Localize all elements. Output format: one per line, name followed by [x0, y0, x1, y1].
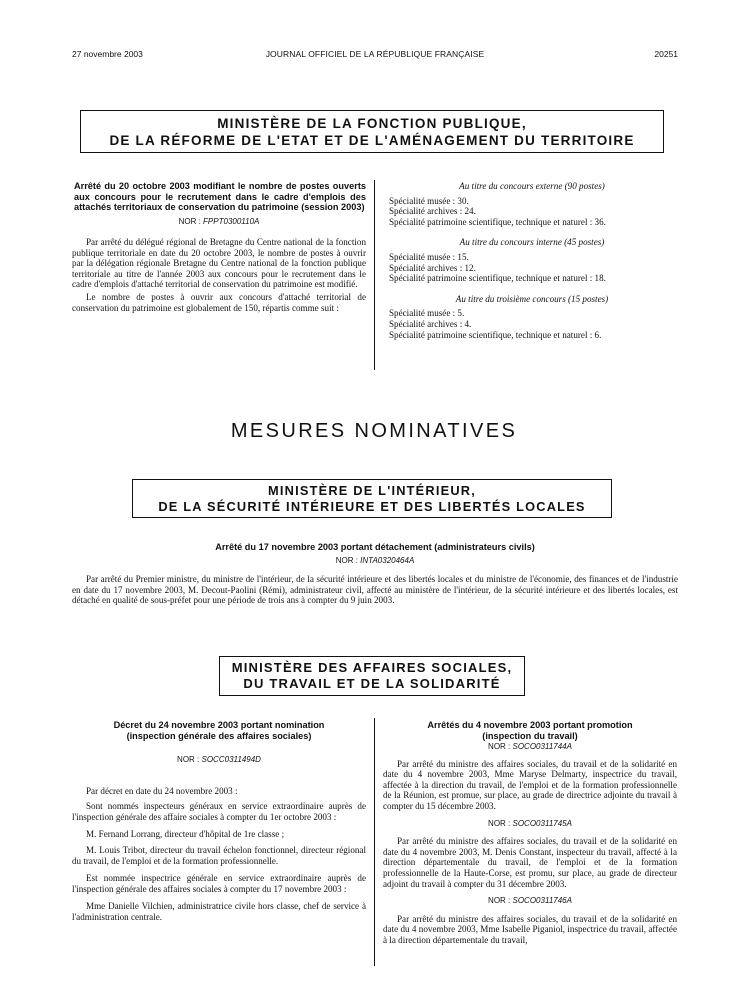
nor-label: NOR :	[488, 896, 513, 906]
ministry-box-interieur	[132, 479, 612, 518]
nor-code: SOCO0311744A	[512, 742, 572, 751]
decret-column	[72, 720, 366, 925]
ministry-line-1: MINISTÈRE DE L'INTÉRIEUR,	[268, 483, 476, 498]
concours-externe-line-3: Spécialité patrimoine scientifique, technique et naturel : 36.	[389, 216, 606, 227]
nor-code: FPPT0300110A	[203, 216, 260, 226]
mesures-nominatives-title: MESURES NOMINATIVES	[230, 420, 518, 442]
column-divider-bottom	[374, 718, 375, 966]
concours-column	[389, 181, 675, 340]
ministry-line-2: DE LA SÉCURITÉ INTÉRIEURE ET DES LIBERTÉS LOCALES	[158, 498, 586, 514]
arretes-promotion-column	[383, 720, 677, 948]
arrete-1-title: Arrêté du 20 octobre 2003 modifiant le nombre de postes ouverts aux concours pour le recrutement dans le cadre d'emplois des attachés territoriaux de conservation du patrimoine (session 2003)	[74, 181, 366, 212]
page-number: 20251	[654, 49, 678, 59]
concours-externe-line-2: Spécialité archives : 24.	[389, 206, 476, 217]
arretes-nor-1	[383, 742, 677, 753]
arretes-nor-2	[383, 819, 677, 830]
nor-label: NOR :	[178, 216, 204, 226]
concours-interne-caption: Au titre du concours interne (45 postes)	[459, 237, 605, 248]
ministry-line-1: MINISTÈRE DES AFFAIRES SOCIALES,	[231, 660, 513, 675]
troisieme-concours-caption: Au titre du troisième concours (15 postes)	[455, 293, 609, 304]
concours-externe-caption: Au titre du concours externe (90 postes)	[459, 181, 605, 191]
decret-nor	[72, 755, 366, 766]
nor-label: NOR :	[488, 818, 513, 828]
nor-code: SOCC0311494D	[201, 755, 261, 764]
ministry-line-1: MINISTÈRE DE LA FONCTION PUBLIQUE,	[217, 116, 527, 131]
nor-label: NOR :	[177, 755, 202, 764]
arretes-paragraph-1: Par arrêté du ministre des affaires sociales, du travail et de la solidarité en date du 4 novembre 2003, Mme Maryse Delmarty, inspectrice du travail, affectée à la direction du travail, de l'emploi et de la formation professionnelle de la Réunion, est promue, sur place, au grade de directrice adjointe du travail à compter du 15 décembre 2003.	[383, 758, 677, 811]
arrete-2-title: Arrêté du 17 novembre 2003 portant détachement (administrateurs civils)	[215, 542, 535, 552]
decret-paragraph-5: Est nommée inspectrice générale en service extraordinaire auprès de l'inspection générale des affaires sociales à compter du 17 novembre 2003 :	[72, 873, 366, 894]
arrete-2-block	[72, 542, 678, 608]
decret-title-line-1: Décret du 24 novembre 2003 portant nomination	[113, 720, 325, 730]
ministry-line-2: DU TRAVAIL ET DE LA SOLIDARITÉ	[243, 676, 501, 691]
arrete-1-nor	[72, 217, 366, 228]
concours-externe-line-1: Spécialité musée : 30.	[389, 195, 469, 206]
arrete-2-nor	[72, 556, 678, 567]
concours-interne-line-3: Spécialité patrimoine scientifique, technique et naturel : 18.	[389, 273, 606, 284]
troisieme-concours-line-2: Spécialité archives : 4.	[389, 318, 472, 329]
nor-code: INTA0320464A	[360, 555, 415, 565]
decret-paragraph-6: Mme Danielle Vilchien, administratrice civile hors classe, chef de service à l'administration centrale.	[72, 901, 366, 922]
arretes-paragraph-2: Par arrêté du ministre des affaires sociales, du travail et de la solidarité en date du 4 novembre 2003, M. Denis Constant, inspecteur du travail, affecté à la direction départementale du travail, de l'emploi et de la formation professionnelle de la Haute-Corse, est promu, sur place, au grade de directeur adjoint du travail à compter du 31 décembre 2003.	[383, 836, 677, 889]
ministry-box-affaires-sociales	[219, 656, 525, 696]
ministry-box-fonction-publique	[80, 110, 664, 153]
header-date: 27 novembre 2003	[72, 49, 143, 59]
arretes-paragraph-3: Par arrêté du ministre des affaires sociales, du travail et de la solidarité en date du 4 novembre 2003, Mme Isabelle Piganiol, inspectrice du travail, affectée à la direction départementale du travail,	[383, 913, 677, 945]
journal-title: JOURNAL OFFICIEL DE LA RÉPUBLIQUE FRANÇAISE	[265, 49, 485, 59]
nor-code: SOCO0311745A	[512, 818, 572, 828]
decret-paragraph-4: M. Louis Tribot, directeur du travail échelon fonctionnel, directeur régional du travail, de l'emploi et de la formation professionnelle.	[72, 844, 366, 866]
running-header	[72, 49, 678, 63]
troisieme-concours-line-3: Spécialité patrimoine scientifique, technique et naturel : 6.	[389, 329, 602, 340]
arrete-1-paragraph-1: Par arrêté du délégué régional de Bretagne du Centre national de la fonction publique territoriale en date du 20 octobre 2003, le nombre de postes à ouvrir par la délégation régionale Bretagne du Centre national de la fonction publique territoriale au titre de l'année 2003 aux concours pour le recrutement dans le cadre d'emplois d'attaché territorial de conservation du patrimoine est modifié.	[72, 237, 366, 290]
troisieme-concours-line-1: Spécialité musée : 5.	[389, 308, 465, 319]
arretes-title-line-2: (inspection du travail)	[482, 730, 578, 741]
concours-interne-line-2: Spécialité archives : 12.	[389, 262, 476, 273]
arrete-1-column	[72, 181, 366, 315]
decret-paragraph-1: Par décret en date du 24 novembre 2003 :	[86, 785, 238, 796]
concours-interne-line-1: Spécialité musée : 15.	[389, 251, 469, 262]
arrete-1-paragraph-2: Le nombre de postes à ouvrir aux concours d'attaché territorial de conservation du patrimoine est globalement de 150, répartis comme suit :	[72, 292, 366, 313]
ministry-line-2: DE LA RÉFORME DE L'ETAT ET DE L'AMÉNAGEMENT DU TERRITOIRE	[109, 133, 635, 148]
nor-label: NOR :	[488, 742, 513, 751]
arretes-title-line-1: Arrêtés du 4 novembre 2003 portant promotion	[427, 720, 633, 730]
decret-paragraph-2: Sont nommés inspecteurs généraux en service extraordinaire auprès de l'inspection générale des affaire sociales à compter du 1er octobre 2003 :	[72, 801, 366, 822]
nor-code: SOCO0311746A	[512, 896, 572, 906]
column-divider-top	[374, 180, 375, 370]
decret-paragraph-3: M. Fernand Lorrang, directeur d'hôpital de 1re classe ;	[86, 829, 285, 840]
nor-label: NOR :	[335, 555, 361, 565]
arrete-2-paragraph: Par arrêté du Premier ministre, du ministre de l'intérieur, de la sécurité intérieure et des libertés locales et du ministre de l'économie, des finances et de l'industrie en date du 17 novembre 2003, M. Decout-Paolini (Rémi), administrateur civil, affecté au ministère de l'intérieur, de la sécurité intérieure et des libertés locales, est détaché en qualité de sous-préfet pour une période de trois ans à compter du 9 juin 2003.	[72, 574, 678, 606]
arretes-nor-3	[383, 896, 677, 907]
decret-title-line-2: (inspection générale des affaires sociales)	[126, 730, 312, 741]
